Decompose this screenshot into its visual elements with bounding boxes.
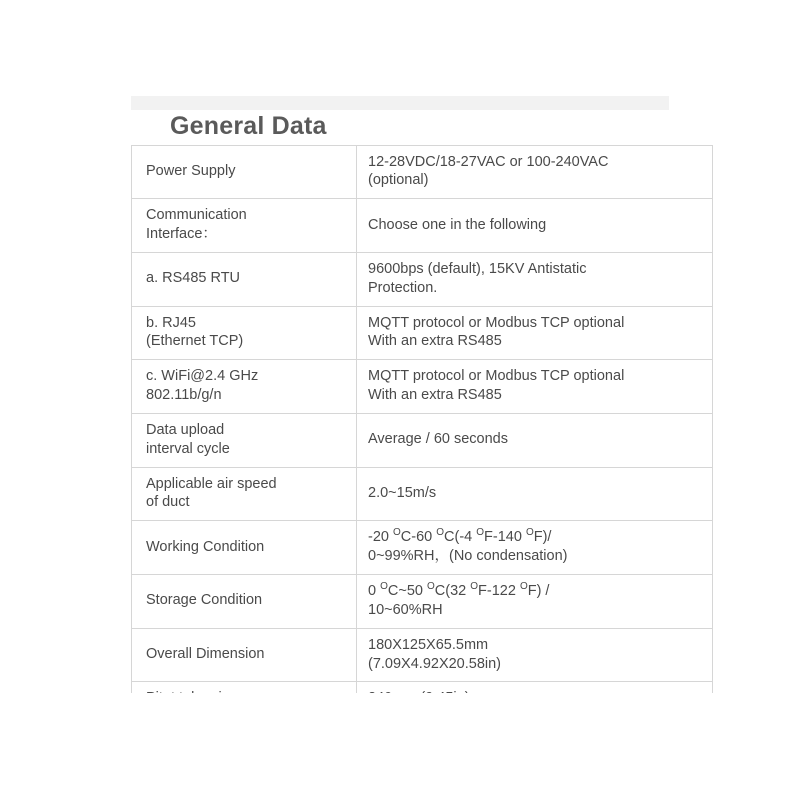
row-label <box>132 199 357 253</box>
value-line: (7.09X4.92X20.58in) <box>368 655 502 672</box>
table-row <box>132 145 713 199</box>
value-line: 12-28VDC/18-27VAC or 100-240VAC <box>368 153 609 170</box>
value-line: Average / 60 seconds <box>368 431 508 448</box>
row-value <box>357 252 713 306</box>
page-bottom-margin <box>0 693 800 800</box>
label-line: c. WiFi@2.4 GHz <box>146 368 259 385</box>
table-row <box>132 360 713 414</box>
table-row <box>132 521 713 575</box>
row-label <box>132 521 357 575</box>
value-line: 2.0~15m/s <box>368 485 437 502</box>
value-line: 0 $^O$C~50 $^O$C(32 $^O$F-122 $^O$F) / <box>368 581 550 599</box>
table-row <box>132 199 713 253</box>
value-line: 10~60%RH <box>368 601 443 618</box>
label-line: Interface： <box>146 226 217 243</box>
value-line: -20 $^O$C-60 $^O$C(-4 $^O$F-140 $^O$F)/ <box>368 527 552 546</box>
value-line: (optional) <box>368 172 429 189</box>
row-value <box>357 413 713 467</box>
table-row <box>132 467 713 521</box>
value-line: Choose one in the following <box>368 216 547 233</box>
row-value <box>357 467 713 521</box>
row-label <box>132 306 357 360</box>
value-line: 180X125X65.5mm <box>368 636 489 653</box>
page-title: General Data <box>170 112 327 140</box>
table-row <box>132 252 713 306</box>
row-value <box>357 199 713 253</box>
table-row <box>132 306 713 360</box>
label-line: Working Condition <box>146 538 265 555</box>
row-value <box>357 521 713 575</box>
label-line: Overall Dimension <box>146 646 265 663</box>
label-line: 802.11b/g/n <box>146 387 222 404</box>
row-label <box>132 360 357 414</box>
label-line: Storage Condition <box>146 592 263 609</box>
row-value <box>357 360 713 414</box>
label-line: interval cycle <box>146 440 230 457</box>
spec-sheet <box>131 96 669 787</box>
value-line: 0~99%RH，(No condensation) <box>368 548 568 565</box>
row-value <box>357 575 713 629</box>
label-line: Power Supply <box>146 162 236 179</box>
row-label <box>132 467 357 521</box>
value-line: MQTT protocol or Modbus TCP optional <box>368 314 625 331</box>
row-label <box>132 575 357 629</box>
label-line: Data upload <box>146 421 225 438</box>
value-line: 9600bps (default), 15KV Antistatic <box>368 260 587 277</box>
table-row <box>132 628 713 682</box>
row-label <box>132 145 357 199</box>
value-line: MQTT protocol or Modbus TCP optional <box>368 368 625 385</box>
value-line: With an extra RS485 <box>368 333 502 350</box>
value-line: With an extra RS485 <box>368 387 502 404</box>
label-line: Communication <box>146 207 247 224</box>
row-label <box>132 252 357 306</box>
table-row <box>132 413 713 467</box>
label-line: of duct <box>146 494 190 511</box>
row-label <box>132 413 357 467</box>
value-line: Protection. <box>368 279 438 296</box>
title-band <box>131 96 669 110</box>
label-line: (Ethernet TCP) <box>146 333 244 350</box>
label-line: Applicable air speed <box>146 475 277 492</box>
row-value <box>357 306 713 360</box>
table-row <box>132 575 713 629</box>
row-value <box>357 628 713 682</box>
row-label <box>132 628 357 682</box>
general-data-table <box>131 145 713 787</box>
label-line: a. RS485 RTU <box>146 270 241 287</box>
row-value <box>357 145 713 199</box>
table-body <box>132 145 713 786</box>
label-line: b. RJ45 <box>146 314 196 331</box>
